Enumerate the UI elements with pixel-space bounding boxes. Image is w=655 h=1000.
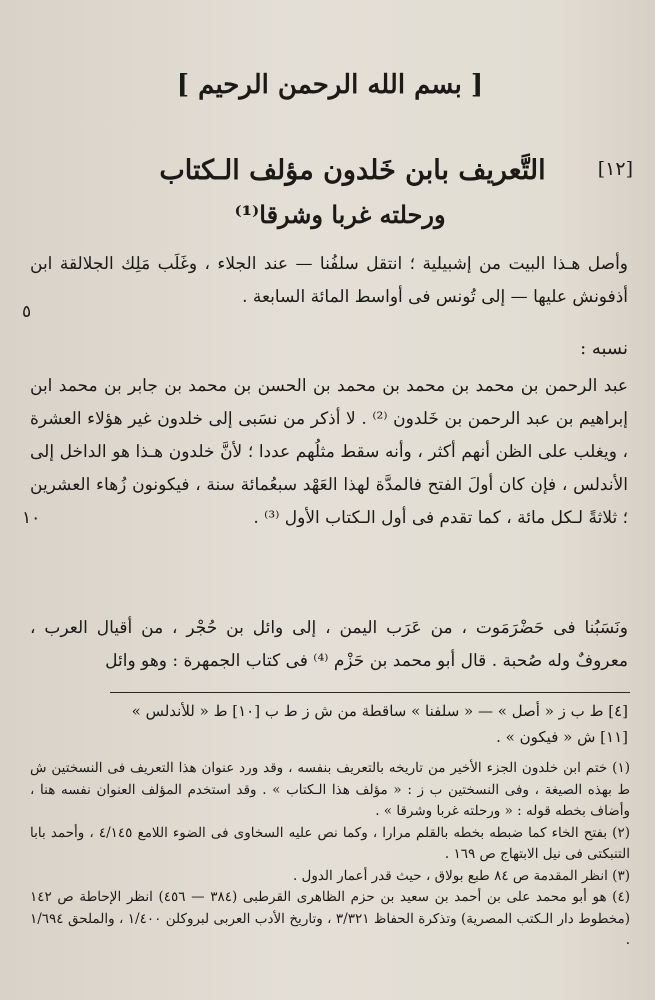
line-number-marker: ٥: [22, 302, 32, 322]
footnote: (٤) هو أبو محمد على بن أحمد بن سعيد بن حزم الظاهرى القرطبى (٣٨٤ — ٤٥٦) انظر الإحاطة ص ١٤٢ (مخطوط دار الـكتب المصرية) وتذكرة الحفاظ ٣/٣٢١ ، وتاريخ الأدب العربى لبروكلن ١/٤٠٠ ، والملحق ١/٦٩٤ .: [30, 889, 630, 948]
footnote: (٢) بفتح الخاء كما ضبطه بخطه بالقلم مرارا ، وكما نص عليه السخاوى فى الضوء اللامع ٤/١٤٥ ، وأحمد بابا التنبكتى فى نيل الابتهاج ص ١٦٩ .: [30, 824, 630, 862]
footnote: (١) ختم ابن خلدون الجزء الأخير من تاريخه بالتعريف بنفسه ، وقد ورد عنوان هذا التعريف فى النسختين ش ط بهذه الصيغة ، وفى النسختين ب ز : « مؤلف هذا الـكتاب » . وقد استخدم المؤلف العنوان نفسه هنا ، وأضاف بخطه قوله : « ورحلته غربا وشرقا » .: [30, 760, 630, 819]
footnote-divider: [110, 692, 630, 693]
footnotes: [30, 758, 630, 952]
paragraph-lineage: عبد الرحمن بن محمد بن محمد بن محمد بن الحسن بن محمد بن جابر بن محمد ابن إبراهيم بن عبد الرحمن بن خَلدون ⁽²⁾ . لا أذكر من نسَبى إلى خلدون غير هؤلاء العشرة ، ويغلب على الظن أنهم أكثر ، وأنه سقط مثلُهم عددا ؛ لأنَّ خلدون هـذا هو الداخل إلى الأندلس ، فإن كان أولَ الفتح فالمدَّة لهذا العَهْد سبعُمائة سنة ، فيكونون زُهاء العشرين ؛ ثلاثةً لـكل مائة ، كما تقدم فى أول الـكتاب الأول ⁽³⁾ .: [30, 376, 628, 528]
footnote: (٣) انظر المقدمة ص ٨٤ طبع بولاق ، حيث قدر أعمار الدول .: [292, 867, 630, 884]
paragraph-hadramawt: ونَسَبُنا فى حَضْرَمَوت ، من عَرَب اليمن ، إلى وائل بن حُجْر ، من أقيال العرب ، معروفٌ وله صُحبة . قال أبو محمد بن حَزْم ⁽⁴⁾ فى كتاب الجمهرة : وهو وائل: [30, 618, 628, 671]
chapter-subtitle: ورحلته غربا وشرقا⁽¹⁾: [234, 200, 446, 229]
page-number: [١٢]: [597, 158, 633, 180]
variant-line: [٤] ط ب ز « أصل » — « سلفنا » ساقطة من ش ز ط ب [١٠] ط « للأندلس »: [131, 702, 628, 720]
paragraph-origin: وأصل هـذا البيت من إشبيلية ؛ انتقل سلفُنا — عند الجلاء ، وغَلَب مَلِك الجلالقة ابن أذفونش عليها — إلى تُونس فى أواسط المائة السابعة .: [30, 254, 628, 307]
chapter-title: التَّعريف بابن خَلدون مؤلف الـكتاب: [159, 155, 546, 186]
line-number-marker: ١٠: [22, 508, 41, 528]
variant-line: [١١] ش « فيكون » .: [496, 728, 628, 746]
basmala-heading: [ بسم الله الرحمن الرحيم ]: [176, 70, 484, 100]
section-heading-nasab: نسبه :: [580, 338, 628, 359]
textual-variants: [60, 698, 628, 750]
